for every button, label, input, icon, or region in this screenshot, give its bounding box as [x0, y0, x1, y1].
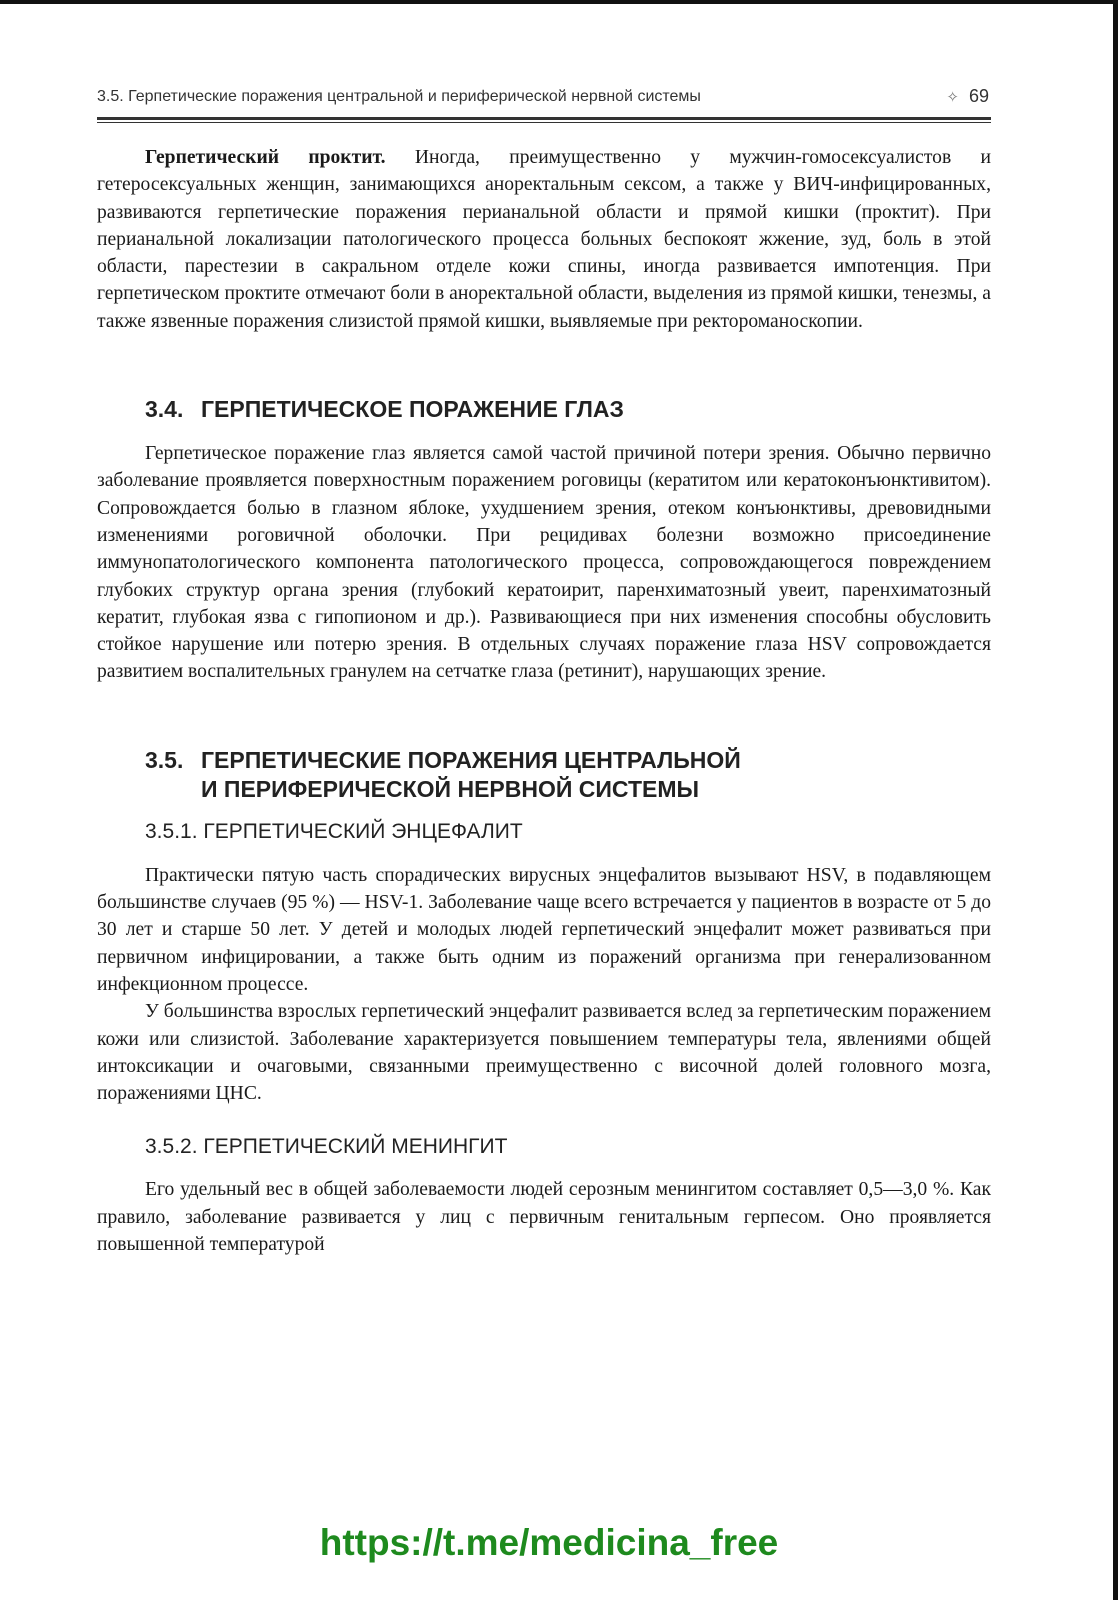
meningitis-paragraph: Его удельный вес в общей заболеваемости людей серозным менингитом составляет 0,5—3,0 %. Как правило, заболевание развивается у лиц с первичным генитальным герпесом. Оно проявляется повышенной температурой: [97, 1179, 991, 1256]
header-rule-thick: [97, 117, 991, 120]
section-3-5-heading: [97, 746, 991, 804]
running-title: 3.5. Герпетические поражения центральной и периферической нервной системы: [97, 88, 701, 105]
section-3-4-number: 3.4.: [145, 396, 184, 423]
page-right-border: [1113, 0, 1118, 1600]
running-header: [97, 86, 991, 110]
proctitis-lead: Герпетический проктит.: [145, 147, 386, 168]
page-number-group: [946, 86, 989, 107]
page-number: 69: [968, 86, 989, 106]
proctitis-paragraph: [97, 144, 991, 335]
encephalitis-paragraph-2: У большинства взрослых герпетический энцефалит развивается вслед за герпетическим поражением кожи или слизистой. Заболевание характеризуется повышением температуры тела, явлениями общей интоксикации и очаговыми, связанными преимущественно с височной долей головного мозга, поражениями ЦНС.: [97, 1001, 991, 1105]
eye-lesion-paragraph: Герпетическое поражение глаз является самой частой причиной потери зрения. Обычно первично заболевание проявляется поверхностным поражением роговицы (кератитом или кератоконъюнктивитом). Сопровождается болью в глазном яблоке, ухудшением зрения, отеком конъюнктивы, древовидными изменениями роговичной оболочки. При рецидивах болезни возможно присоединение иммунопатологического компонента патологического процесса, сопровождающегося повреждением глубоких структур органа зрения (глубокий кератоирит, паренхиматозный увеит, паренхиматозный кератит, глубокая язва с гипопионом и др.). Развивающиеся при них изменения способны обусловить стойкое нарушение или потерю зрения. В отдельных случаях поражение глаза HSV сопровождается развитием воспалительных гранулем на сетчатке глаза (ретинит), нарушающих зрение.: [97, 443, 991, 683]
page-top-border: [0, 0, 1118, 4]
section-3-4-title: ГЕРПЕТИЧЕСКОЕ ПОРАЖЕНИЕ ГЛАЗ: [201, 396, 624, 423]
section-3-5-1-heading: 3.5.1. ГЕРПЕТИЧЕСКИЙ ЭНЦЕФАЛИТ: [145, 819, 523, 843]
section-3-5-title-line2: И ПЕРИФЕРИЧЕСКОЙ НЕРВНОЙ СИСТЕМЫ: [201, 775, 700, 802]
section-3-4-heading: [97, 395, 991, 424]
section-3-5-title-line1: ГЕРПЕТИЧЕСКИЕ ПОРАЖЕНИЯ ЦЕНТРАЛЬНОЙ: [201, 746, 741, 773]
telegram-link[interactable]: https://t.me/medicina_free: [319, 1522, 779, 1563]
diamond-icon: ✧: [946, 89, 959, 106]
encephalitis-paragraph-1: Практически пятую часть спорадических вирусных энцефалитов вызывают HSV, в подавляющем большинстве случаев (95 %) — HSV-1. Заболевание чаще всего встречается у пациентов в возрасте от 5 до 30 лет и старше 50 лет. У детей и молодых людей герпетический энцефалит может развиваться при первичном инфицировании, а также быть одним из поражений организма при генерализованном инфекционном процессе.: [97, 864, 991, 995]
section-3-5-number: 3.5.: [145, 746, 184, 773]
section-3-5-2-heading: 3.5.2. ГЕРПЕТИЧЕСКИЙ МЕНИНГИТ: [145, 1135, 508, 1159]
proctitis-text: Иногда, преимущественно у мужчин-гомосексуалистов и гетеросексуальных женщин, занимающихся аноректальным сексом, а также у ВИЧ-инфицированных, развиваются герпетические поражения перианальной области и прямой кишки (проктит). При перианальной локализации патологического процесса больных беспокоят жжение, зуд, боль в этой области, парестезии в сакральном отделе кожи спины, иногда развивается импотенция. При герпетическом проктите отмечают боли в аноректальной области, выделения из прямой кишки, тенезмы, а также язвенные поражения слизистой прямой кишки, выявляемые при ректороманоскопии.: [97, 147, 991, 332]
header-rule-thin: [97, 122, 991, 123]
page-body: [97, 144, 991, 1258]
